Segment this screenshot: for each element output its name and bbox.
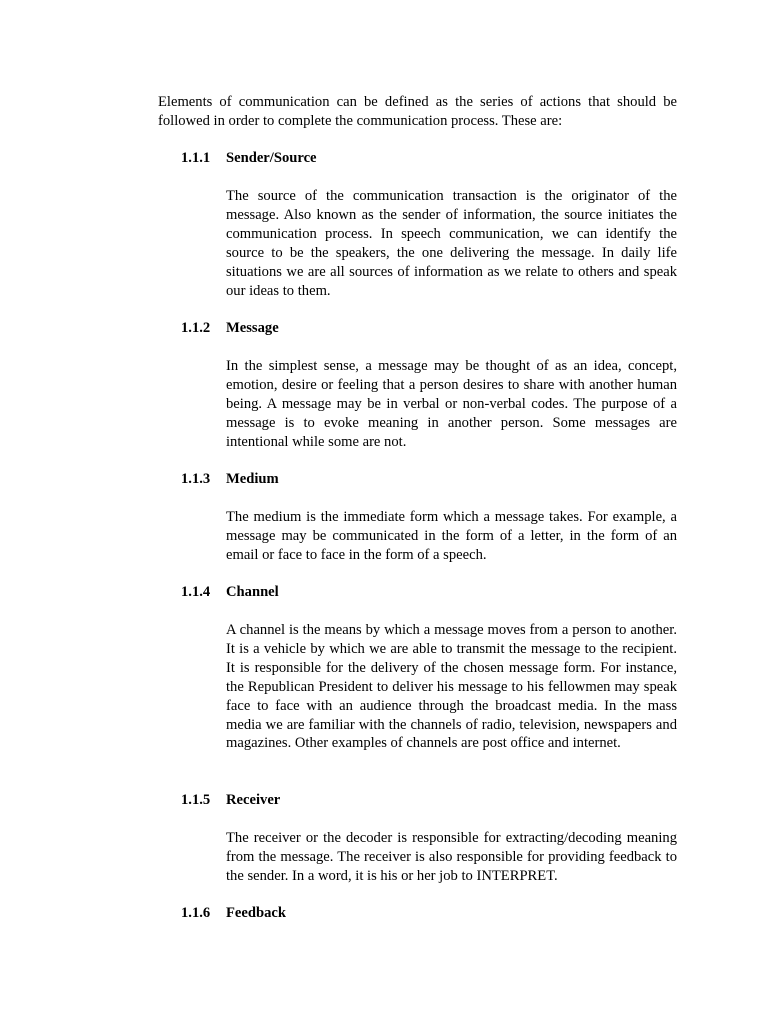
section-body: A channel is the means by which a message moves from a person to another. It is a vehicle by which we are able to transmit the message to the recipient. It is responsible for the delivery of the chosen message form. For instance, the Republican President to deliver his message to his fellowmen may speak face to face with an audience through the broadcast media. In the mass media we are familiar with the channels of radio, television, newspapers and magazines. Other examples of channels are post office and internet.: [226, 622, 677, 752]
section-heading: [181, 470, 279, 489]
section-title: Receiver: [226, 792, 281, 808]
section-number: 1.1.5: [181, 792, 211, 808]
section-heading: [181, 319, 279, 338]
section-title: Channel: [226, 584, 279, 600]
section-heading: [181, 791, 280, 810]
section-title: Medium: [226, 471, 279, 487]
intro-paragraph: Elements of communication can be defined as the series of actions that should be followed in order to complete the communication process. These are:: [158, 94, 677, 129]
section-heading: [181, 904, 286, 923]
section-body: The medium is the immediate form which a message takes. For example, a message may be communicated in the form of a letter, in the form of an email or face to face in the form of a speech.: [226, 509, 677, 563]
section-body: The receiver or the decoder is responsible for extracting/decoding meaning from the message. The receiver is also responsible for providing feedback to the sender. In a word, it is his or her job to INTERPRET.: [226, 830, 677, 884]
section-body: The source of the communication transaction is the originator of the message. Also known as the sender of information, the source initiates the communication process. In speech communication, we can identify the source to be the speakers, the one delivering the message. In daily life situations we are all sources of information as we relate to others and speak our ideas to them.: [226, 188, 677, 299]
section-title: Sender/Source: [226, 150, 317, 166]
section-body: In the simplest sense, a message may be thought of as an idea, concept, emotion, desire or feeling that a person desires to share with another human being. A message may be in verbal or non-verbal codes. The purpose of a message is to evoke meaning in another person. Some messages are intentional while some are not.: [226, 358, 677, 450]
section-number: 1.1.2: [181, 320, 211, 336]
section-number: 1.1.4: [181, 584, 211, 600]
section-number: 1.1.1: [181, 150, 211, 166]
section-heading: [181, 583, 279, 602]
section-number: 1.1.6: [181, 905, 211, 921]
section-heading: [181, 149, 317, 168]
section-title: Feedback: [226, 905, 286, 921]
section-number: 1.1.3: [181, 471, 211, 487]
section-title: Message: [226, 320, 279, 336]
